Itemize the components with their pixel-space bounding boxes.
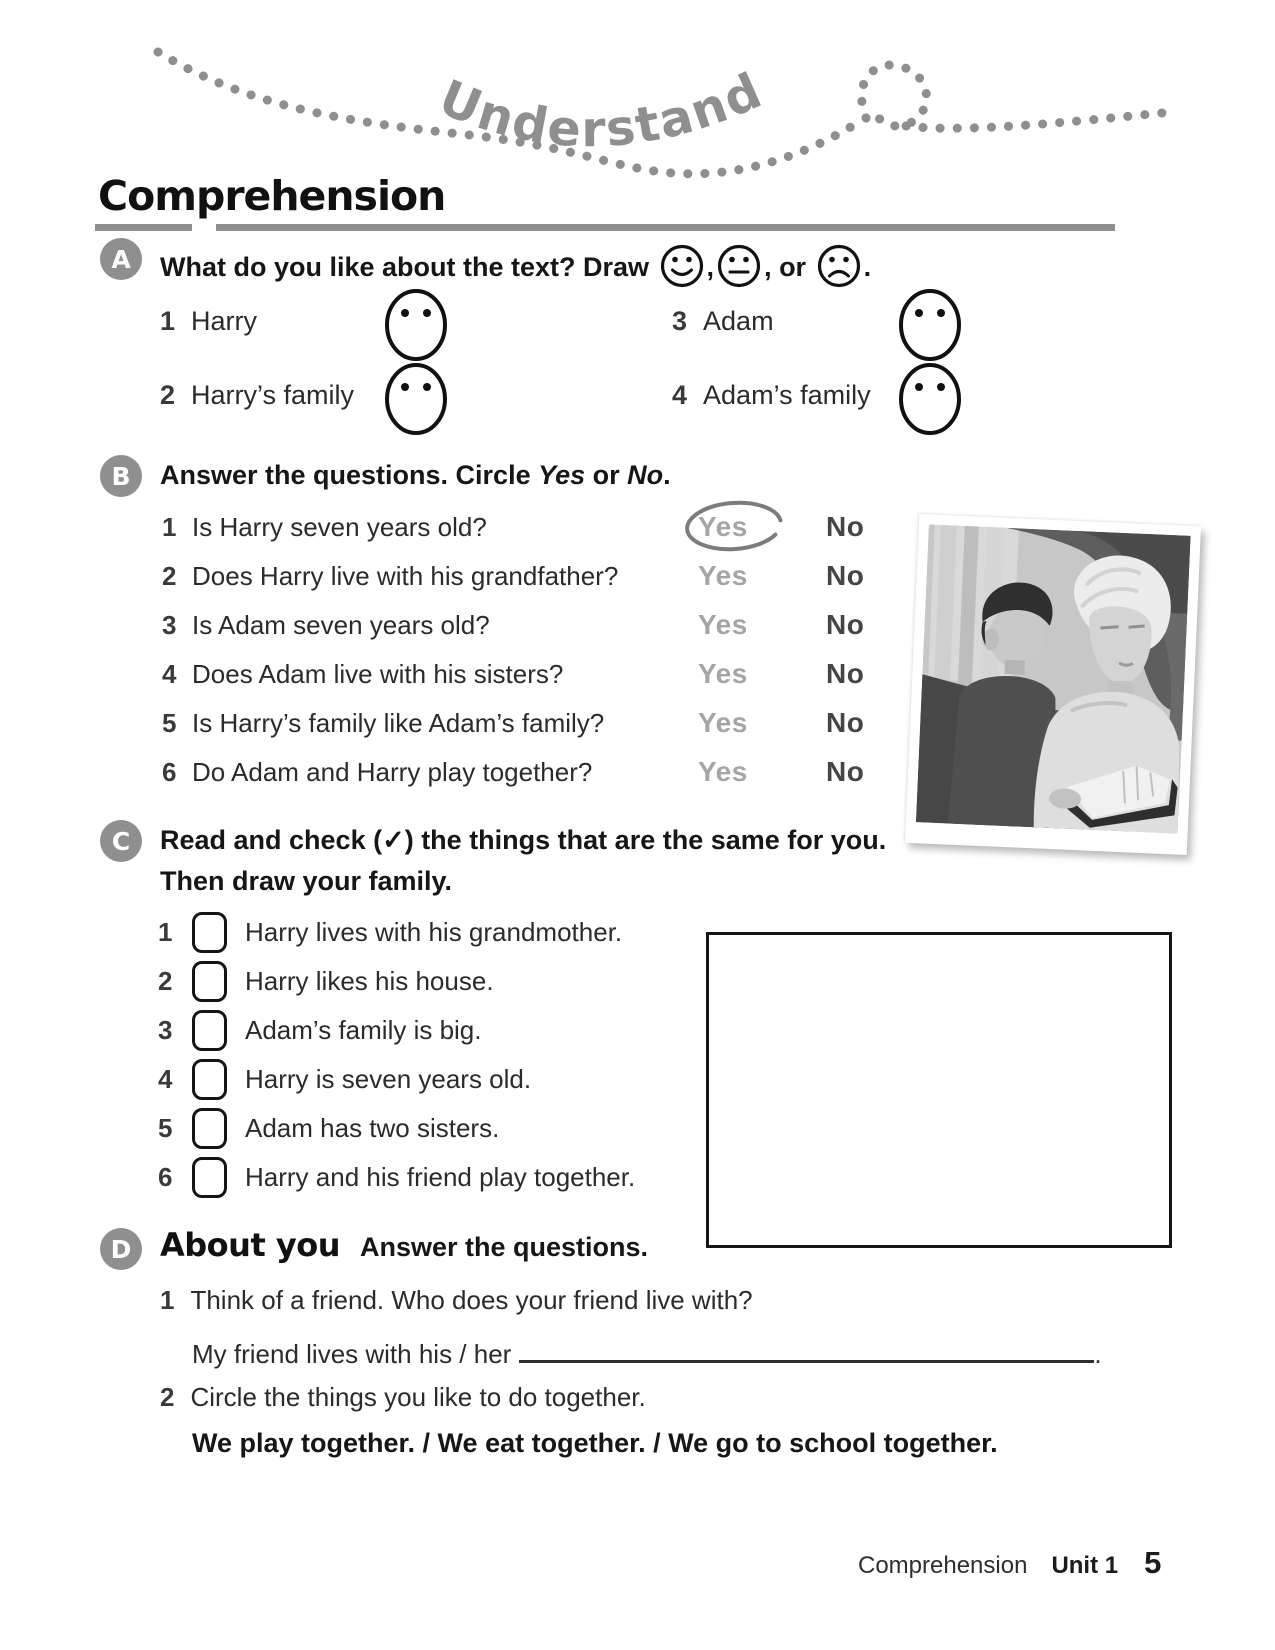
empty-face-2[interactable] — [383, 361, 449, 437]
check-item-2 — [158, 959, 494, 1003]
grandmother-reading-photo — [905, 514, 1201, 855]
family-drawing-box[interactable] — [706, 932, 1172, 1248]
separator: , or — [764, 252, 814, 282]
item-number: 2 — [158, 965, 173, 996]
question-text: Is Harry seven years old? — [192, 511, 487, 542]
answer-blank[interactable] — [519, 1332, 1094, 1363]
a-item-3 — [672, 306, 774, 337]
item-number: 3 — [672, 306, 688, 336]
question-text: Do Adam and Harry play together? — [192, 756, 593, 787]
section-d-badge: D — [100, 1228, 142, 1270]
yes-option[interactable]: Yes — [698, 560, 748, 591]
question-number: 6 — [162, 756, 177, 787]
check-item-6 — [158, 1155, 635, 1199]
separator: , — [706, 252, 715, 282]
d-options-line[interactable]: We play together. / We eat together. / We go to school together. — [192, 1428, 998, 1458]
yes-option[interactable]: Yes — [698, 756, 748, 787]
section-b-heading — [160, 460, 671, 491]
section-c-badge: C — [100, 820, 142, 862]
item-label: Adam — [703, 306, 774, 336]
a-item-2 — [160, 380, 354, 411]
check-item-1 — [158, 910, 622, 954]
question-number: 3 — [162, 609, 177, 640]
d-answer-line — [192, 1332, 1102, 1370]
question-text: Does Harry live with his grandfather? — [192, 560, 619, 591]
heading-text: or — [585, 460, 628, 490]
question-number: 5 — [162, 707, 177, 738]
question-number: 2 — [160, 1382, 175, 1412]
yes-option[interactable]: Yes — [698, 511, 748, 542]
footer-unit-label: Unit 1 — [1051, 1552, 1119, 1579]
yes-option[interactable]: Yes — [698, 609, 748, 640]
separator: . — [863, 252, 872, 282]
answer-end: . — [1094, 1339, 1102, 1369]
question-row-5 — [162, 703, 922, 743]
checkbox-3[interactable] — [192, 1010, 227, 1051]
checkbox-5[interactable] — [192, 1108, 227, 1149]
heading-text: Answer the questions. Circle — [160, 460, 539, 490]
happy-face-icon — [659, 243, 705, 289]
checkbox-6[interactable] — [192, 1157, 227, 1198]
no-option[interactable]: No — [826, 658, 865, 689]
photo-scene — [916, 524, 1191, 833]
item-label: Harry’s family — [191, 380, 355, 410]
question-number: 2 — [162, 560, 177, 591]
about-you-title: About you — [160, 1226, 340, 1264]
no-option[interactable]: No — [826, 707, 865, 738]
section-b-badge: B — [100, 455, 142, 497]
item-label: Harry — [191, 306, 258, 336]
question-number: 1 — [162, 511, 177, 542]
section-c-heading-line1: Read and check (✓) the things that are the same for you. — [160, 825, 887, 855]
item-text: Adam has two sisters. — [245, 1112, 500, 1143]
item-text: Harry likes his house. — [245, 965, 494, 996]
dotted-path-loop — [862, 65, 927, 126]
item-number: 1 — [160, 306, 176, 336]
question-row-4 — [162, 654, 922, 694]
item-text: Adam’s family is big. — [245, 1014, 482, 1045]
empty-face-1[interactable] — [383, 287, 449, 363]
item-number: 5 — [158, 1112, 173, 1143]
question-number: 4 — [162, 658, 177, 689]
heading-text: . — [663, 460, 671, 490]
no-option[interactable]: No — [826, 609, 865, 640]
question-row-1 — [162, 507, 922, 547]
page-title: Comprehension — [98, 172, 446, 220]
item-number: 4 — [158, 1063, 173, 1094]
item-number: 3 — [158, 1014, 173, 1045]
no-option[interactable]: No — [826, 511, 865, 542]
checkbox-4[interactable] — [192, 1059, 227, 1100]
sad-face-icon — [816, 243, 862, 289]
footer-section-label: Comprehension — [858, 1552, 1028, 1579]
check-item-3 — [158, 1008, 482, 1052]
item-text: Harry and his friend play together. — [245, 1161, 636, 1192]
question-row-3 — [162, 605, 922, 645]
item-text: Harry is seven years old. — [245, 1063, 532, 1094]
question-text: Does Adam live with his sisters? — [192, 658, 564, 689]
heading-yes-italic: Yes — [538, 460, 586, 490]
question-text: Is Harry’s family like Adam’s family? — [192, 707, 605, 738]
answer-stem: My friend lives with his / her — [192, 1339, 512, 1369]
d-question-2 — [160, 1382, 646, 1413]
checkbox-2[interactable] — [192, 961, 227, 1002]
title-rule-long — [216, 224, 1115, 231]
a-item-4 — [672, 380, 871, 411]
heading-text: Answer the questions. — [360, 1232, 649, 1262]
no-option[interactable]: No — [826, 756, 865, 787]
item-number: 6 — [158, 1161, 173, 1192]
section-a-prompt: What do you like about the text? Draw — [160, 252, 657, 282]
footer-page-number: 5 — [1144, 1545, 1162, 1580]
section-d-heading — [160, 1226, 648, 1264]
empty-face-3[interactable] — [897, 287, 963, 363]
page-footer — [858, 1545, 1161, 1581]
yes-option[interactable]: Yes — [698, 658, 748, 689]
item-number: 4 — [672, 380, 688, 410]
neutral-face-icon — [716, 243, 762, 289]
a-item-1 — [160, 306, 257, 337]
no-option[interactable]: No — [826, 560, 865, 591]
section-a-badge: A — [100, 238, 142, 280]
banner-word: Understand — [431, 61, 772, 159]
dotted-path-tail — [906, 112, 1172, 128]
checkbox-1[interactable] — [192, 912, 227, 953]
question-row-6 — [162, 752, 922, 792]
item-number: 1 — [158, 916, 173, 947]
yes-option[interactable]: Yes — [698, 707, 748, 738]
d-question-1 — [160, 1285, 753, 1316]
empty-face-4[interactable] — [897, 361, 963, 437]
section-a-heading — [160, 243, 871, 289]
question-text: Is Adam seven years old? — [192, 609, 490, 640]
item-text: Harry lives with his grandmother. — [245, 916, 623, 947]
item-label: Adam’s family — [703, 380, 871, 410]
check-item-4 — [158, 1057, 531, 1101]
title-rule-short — [95, 224, 192, 231]
section-c-heading-line2: Then draw your family. — [160, 866, 453, 896]
question-text: Circle the things you like to do together. — [190, 1382, 646, 1412]
check-item-5 — [158, 1106, 499, 1150]
question-row-2 — [162, 556, 922, 596]
question-number: 1 — [160, 1285, 175, 1315]
question-text: Think of a friend. Who does your friend live with? — [190, 1285, 753, 1315]
item-number: 2 — [160, 380, 176, 410]
heading-no-italic: No — [627, 460, 664, 490]
